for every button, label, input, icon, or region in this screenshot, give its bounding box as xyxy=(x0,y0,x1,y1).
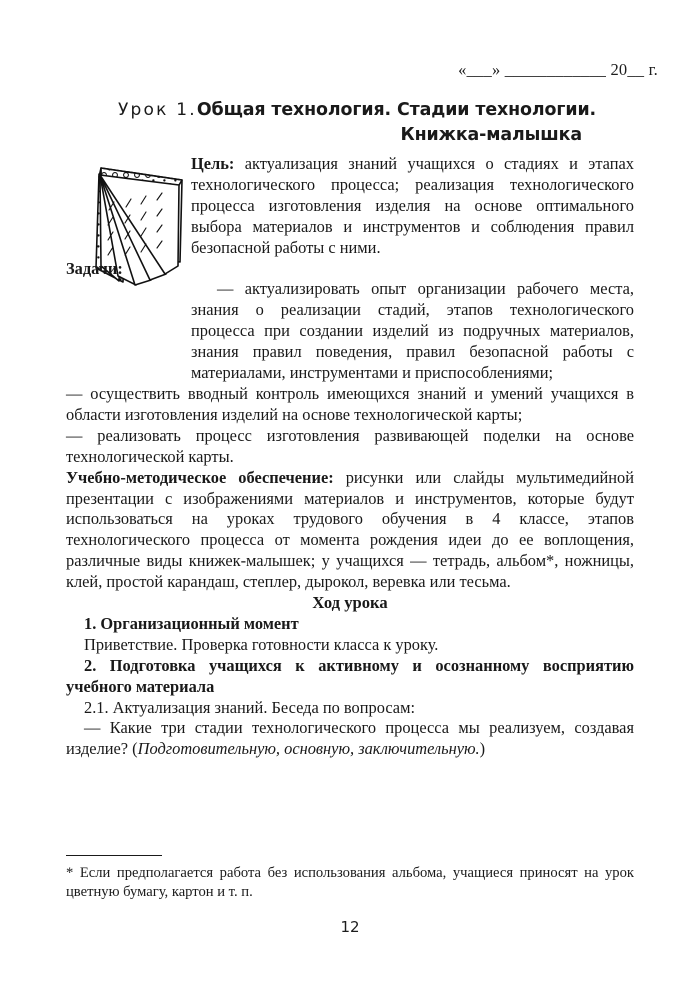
task-item-3: — реализовать процесс изготовления развивающей поделки на основе технологической карты. xyxy=(66,425,634,466)
title-main-line1: Общая технология. Стадии технологии. xyxy=(196,100,597,120)
page-number: 12 xyxy=(340,918,360,936)
tasks-label: Задачи: xyxy=(66,258,123,278)
goal-paragraph xyxy=(191,154,634,259)
question-answer-italic: Подготовительную, основную, заключительную. xyxy=(137,739,480,759)
section-1-heading: 1. Организационный момент xyxy=(84,613,299,633)
section-2-heading: 2. Подготовка учащихся к активному и осознанному восприятию учебного материала xyxy=(66,655,634,696)
task-item-1: — актуализировать опыт организации рабочего места, знания о реализации стадий, этапов технологического процесса при создании изделий из подручных материалов, знания правил поведения, правил безопасной работы с материалами, инструментами и приспособлениями; xyxy=(191,279,634,383)
title-main-line2: Книжка-малышка xyxy=(400,124,582,145)
materials-label: Учебно-методическое обеспечение: xyxy=(66,467,334,487)
section-1-text: Приветствие. Проверка готовности класса к уроку. xyxy=(84,634,439,654)
goal-text: актуализация знаний учащихся о стадиях и этапах технологического процесса; реализация технологического процесса изготовления изделия на основе оптимального выбора материалов и инструментов и соблюдения правил безопасной работы с ними. xyxy=(191,154,634,257)
section-2-subheading: 2.1. Актуализация знаний. Беседа по вопросам: xyxy=(84,697,415,717)
title-line-1 xyxy=(118,98,597,123)
question-paragraph xyxy=(66,718,634,760)
lesson-flow-heading: Ход урока xyxy=(312,593,388,613)
footnote xyxy=(66,864,634,903)
footnote-separator xyxy=(66,855,162,856)
materials-paragraph xyxy=(66,468,634,593)
question-text: — Какие три стадии технологического процесса мы реализуем, создавая изделие? ( xyxy=(66,718,634,759)
task-item-2: — осуществить вводный контроль имеющихся знаний и умений учащихся в области изготовления изделий на основе технологической карты; xyxy=(66,383,634,424)
body-text xyxy=(66,154,634,760)
lesson-label: Урок 1. xyxy=(118,100,197,120)
date-line: «___» ____________ 20__ г. xyxy=(458,60,658,79)
footnote-text: * Если предполагается работа без использования альбома, учащиеся приносят на урок цветную бумагу, картон и т. п. xyxy=(66,865,634,901)
goal-label: Цель: xyxy=(191,154,235,173)
page-title xyxy=(118,98,597,147)
question-close-paren: ) xyxy=(479,739,486,759)
materials-text: рисунки или слайды мультимедийной презентации с изображениями материалов и инструментов, которые будут использоваться на уроках трудового обучения в 4 классе, этапов технологического процесса от момента рождения идеи до ее воплощения, различные виды книжек-малышек; у учащихся — тетрадь, альбом*, ножницы, клей, простой карандаш, степлер, дырокол, веревка или тесьма. xyxy=(66,467,634,592)
